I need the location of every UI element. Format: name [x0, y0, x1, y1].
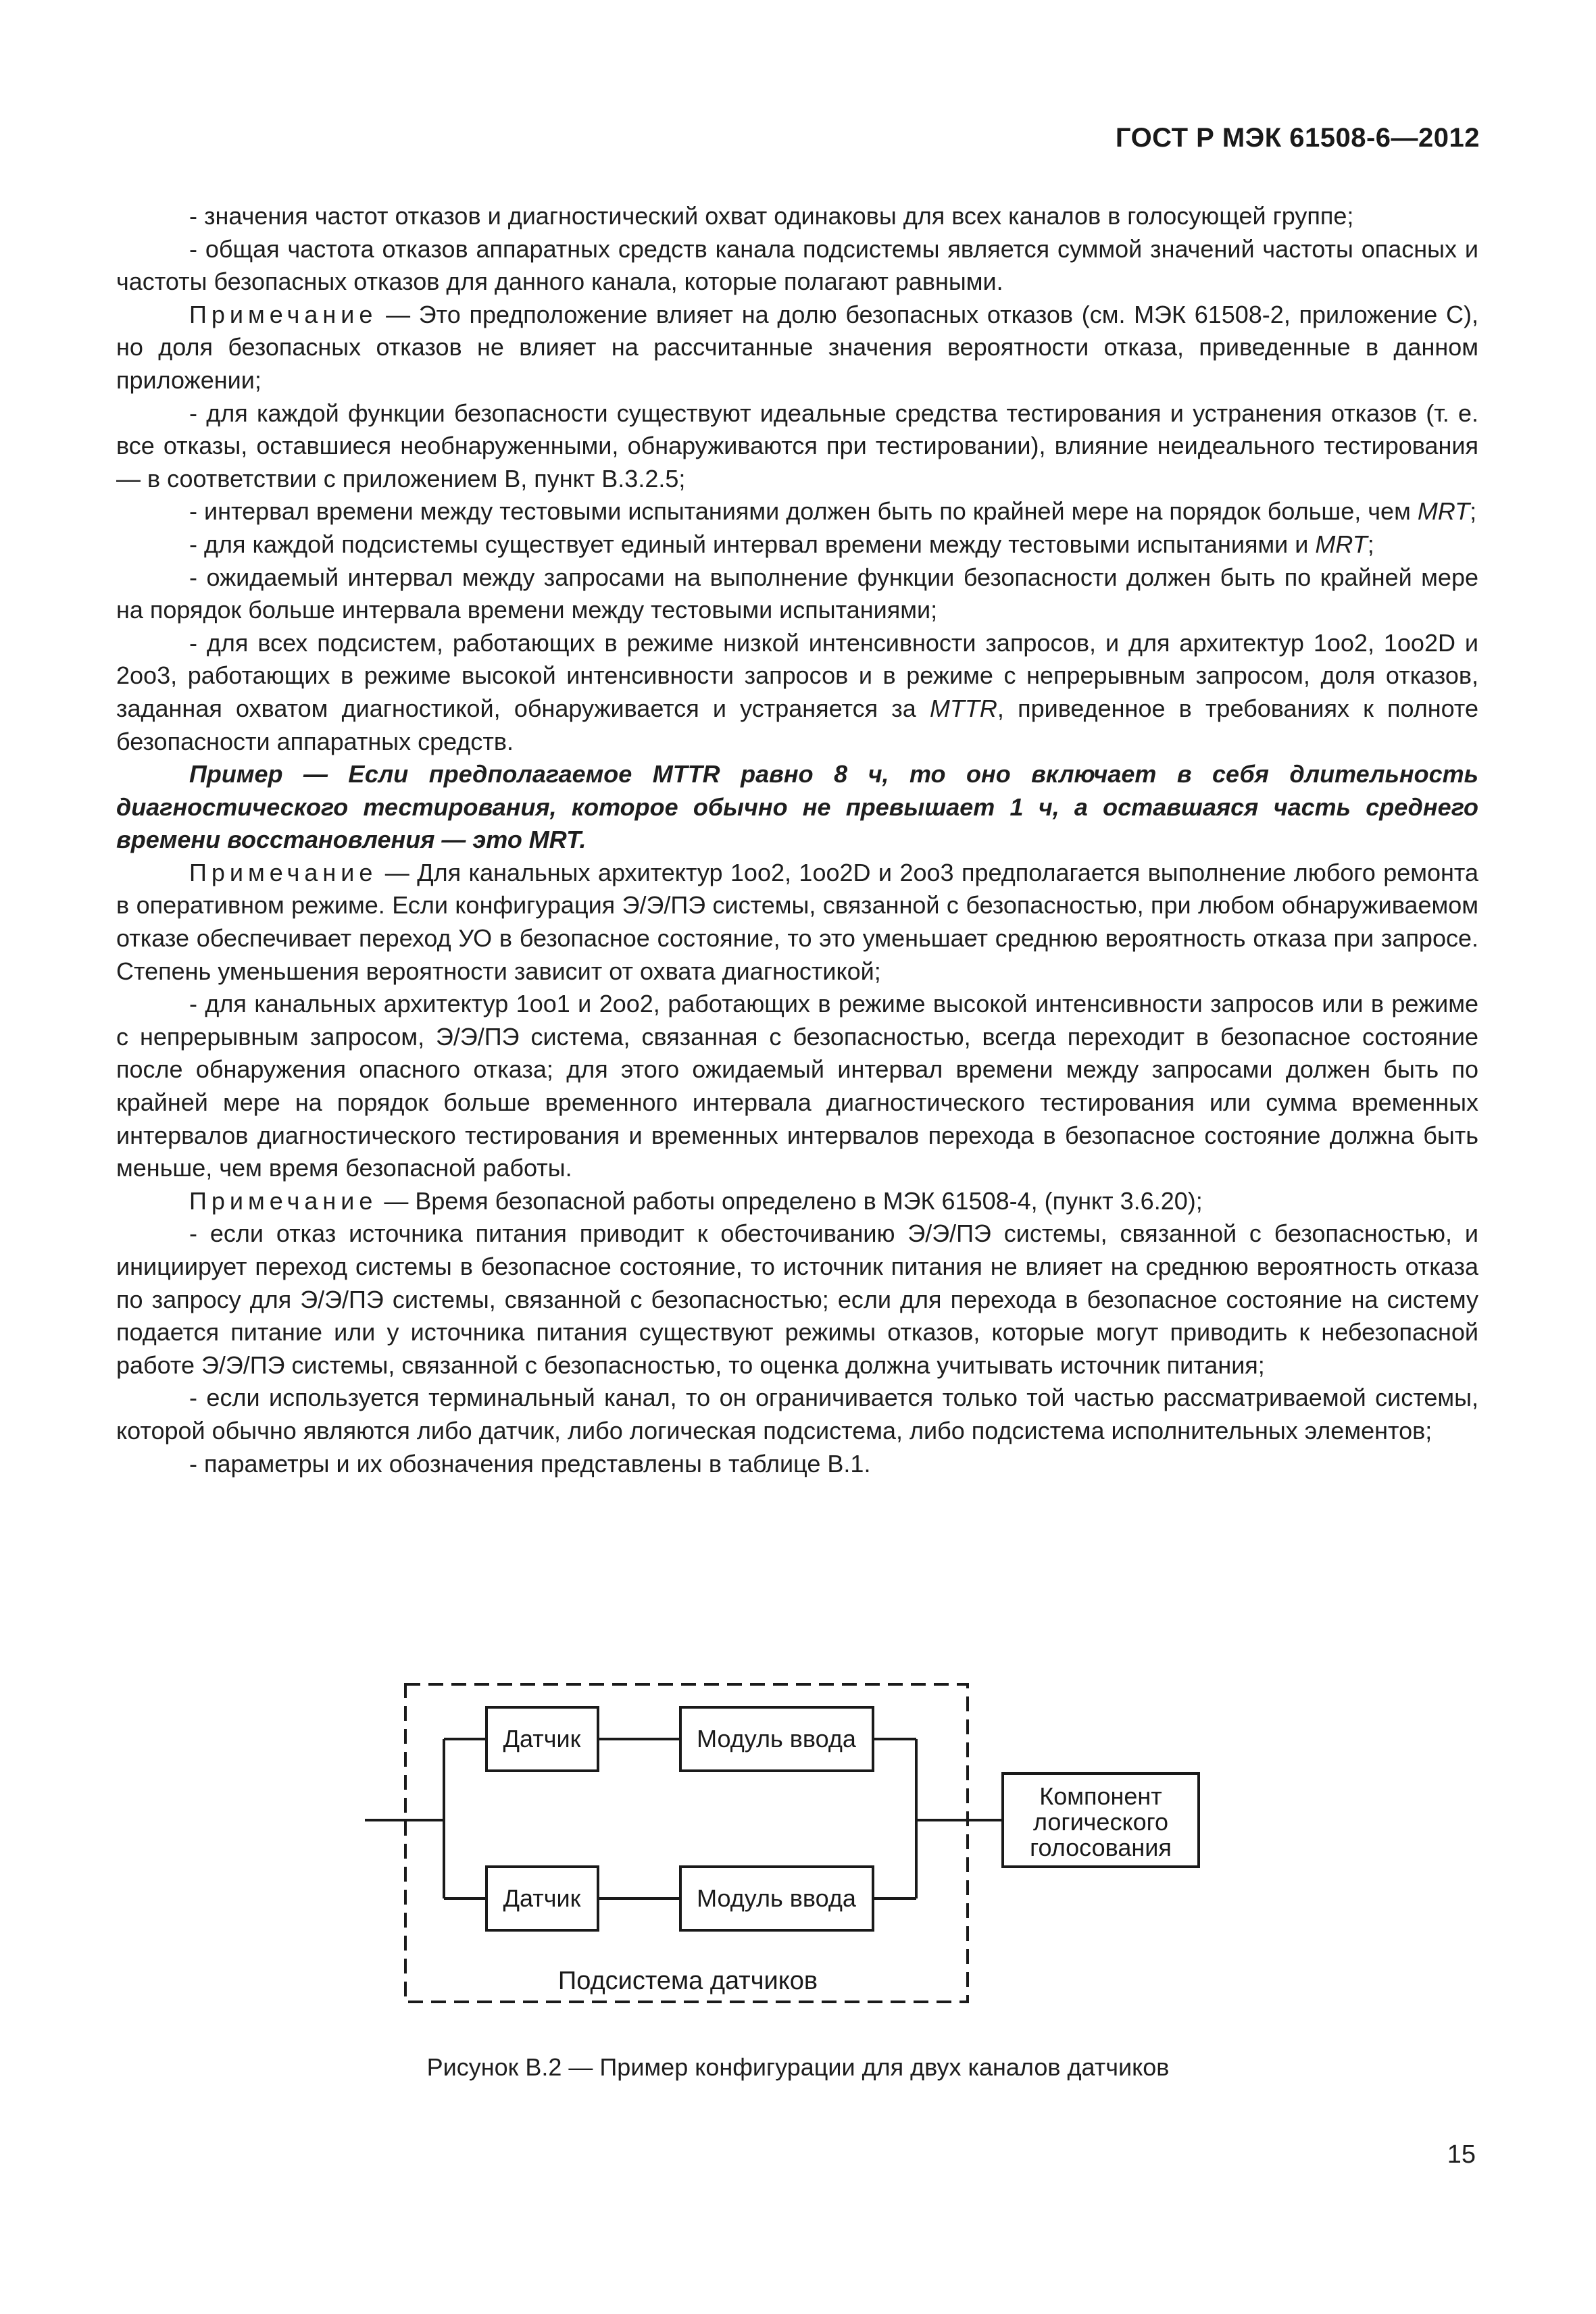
voting-label-line2: логического	[1033, 1808, 1168, 1836]
paragraph: - параметры и их обозначения представлены в таблице В.1.	[189, 1449, 871, 1478]
paragraph	[116, 528, 1478, 561]
paragraph-text: ;	[1367, 530, 1374, 558]
note-paragraph	[116, 1185, 1478, 1218]
paragraph: - для каждой функции безопасности существуют идеальные средства тестирования и устранения отказов (т. е. все отказы, оставшиеся необнаруженными, обнаруживаются при тестировании), влияние неидеального тестирования — в соответствии с приложением В, пункт В.3.2.5;	[116, 399, 1478, 493]
voting-label-line3: голосования	[1030, 1834, 1172, 1861]
note-text: — Время безопасной работы определено в МЭК 61508-4, (пункт 3.6.20);	[377, 1186, 1203, 1215]
paragraph-text: ;	[1470, 497, 1477, 526]
paragraph: - значения частот отказов и диагностический охват одинаковы для всех каналов в голосующей группе;	[189, 202, 1354, 230]
note-text: — Для канальных архитектур 1оо2, 1оо2D и 2оо3 предполагается выполнение любого ремонта в оперативном режиме. Если конфигурация Э/Э/ПЭ системы, связанной с безопасностью, при любом обнаруживаемом отказе обеспечивает переход УО в безопасное состояние, то это уменьшает среднюю вероятность отказа при запросе. Степень уменьшения вероятности зависит от охвата диагностикой;	[116, 858, 1478, 985]
paragraph: - для канальных архитектур 1оо1 и 2оо2, работающих в режиме высокой интенсивности запросов или в режиме с непрерывным запросом, Э/Э/ПЭ система, связанная с безопасностью, всегда переходит в безопасное состояние после обнаружения опасного отказа; для этого ожидаемый интервал времени между запросами должен быть по крайней мере на порядок больше временного интервала диагностического тестирования или сумма временных интервалов диагностического тестирования и временных интервалов перехода в безопасное состояние должна быть меньше, чем время безопасной работы.	[116, 990, 1478, 1182]
term-mrt: MRT	[1417, 497, 1470, 526]
figure-caption: Рисунок В.2 — Пример конфигурации для двух каналов датчиков	[426, 2053, 1170, 2081]
note-text: — Это предположение влияет на долю безопасных отказов (см. МЭК 61508-2, приложение С), но доля безопасных отказов не влияет на рассчитанные значения вероятности отказа, приведенные в данном приложении;	[116, 300, 1478, 394]
paragraph-text: , приведенное в требованиях к полноте безопасности аппаратных средств.	[116, 694, 1478, 755]
voting-label-line1: Компонент	[1039, 1782, 1162, 1810]
body-text	[116, 200, 1478, 1480]
subsystem-label: Подсистема датчиков	[557, 1967, 818, 1995]
sensor-label-bottom: Датчик	[503, 1884, 581, 1912]
note-label: Примечание	[189, 858, 378, 886]
note-paragraph	[116, 857, 1478, 988]
term-mrt: MRT	[1315, 530, 1368, 558]
input-module-label-top: Модуль ввода	[697, 1725, 856, 1753]
sensor-label-top: Датчик	[503, 1725, 581, 1753]
paragraph-text: - для всех подсистем, работающих в режиме низкой интенсивности запросов, и для архитектур 1оо2, 1оо2D и 2оо3, работающих в режиме высокой интенсивности запросов и в режиме с непрерывным запросом, доля отказов, заданная охватом диагностикой, обнаруживается и устраняется за	[116, 628, 1478, 722]
term-mttr: MTTR	[929, 694, 997, 722]
paragraph: - ожидаемый интервал между запросами на выполнение функции безопасности должен быть по крайней мере на порядок больше интервала времени между тестовыми испытаниями;	[116, 563, 1478, 624]
sensor-configuration-diagram	[365, 1679, 1216, 2010]
paragraph: - если используется терминальный канал, то он ограничивается только той частью рассматриваемой системы, которой обычно являются либо датчик, либо логическая подсистема, либо подсистема исполнительных элементов;	[116, 1384, 1478, 1444]
paragraph	[116, 627, 1478, 758]
paragraph: - если отказ источника питания приводит к обесточиванию Э/Э/ПЭ системы, связанной с безопасностью, и инициирует переход системы в безопасное состояние, то источник питания не влияет на среднюю вероятность отказа по запросу для Э/Э/ПЭ системы, связанной с безопасностью; если для перехода в безопасное состояние на систему подается питание или у источника питания существуют режимы отказов, которые могут приводить к небезопасной работе Э/Э/ПЭ системы, связанной с безопасностью, то оценка должна учитывать источник питания;	[116, 1219, 1478, 1379]
input-module-label-bottom: Модуль ввода	[697, 1884, 856, 1912]
note-paragraph	[116, 299, 1478, 397]
note-label: Примечание	[189, 1186, 378, 1215]
paragraph	[116, 495, 1478, 528]
paragraph-text: - для каждой подсистемы существует единый интервал времени между тестовыми испытаниями и	[189, 530, 1316, 558]
paragraph: - общая частота отказов аппаратных средств канала подсистемы является суммой значений частоты опасных и частоты безопасных отказов для данного канала, которые полагают равными.	[116, 234, 1478, 296]
paragraph-text: - интервал времени между тестовыми испытаниями должен быть по крайней мере на порядок больше, чем	[189, 497, 1418, 526]
page-number: 15	[1447, 2140, 1476, 2169]
standard-header: ГОСТ Р МЭК 61508-6—2012	[1115, 123, 1480, 153]
note-label: Примечание	[189, 300, 378, 328]
example-paragraph: Пример — Если предполагаемое MTTR равно 8 ч, то оно включает в себя длительность диагностического тестирования, которое обычно не превышает 1 ч, а оставшаяся часть среднего времени восстановления — это MRT.	[116, 760, 1478, 854]
